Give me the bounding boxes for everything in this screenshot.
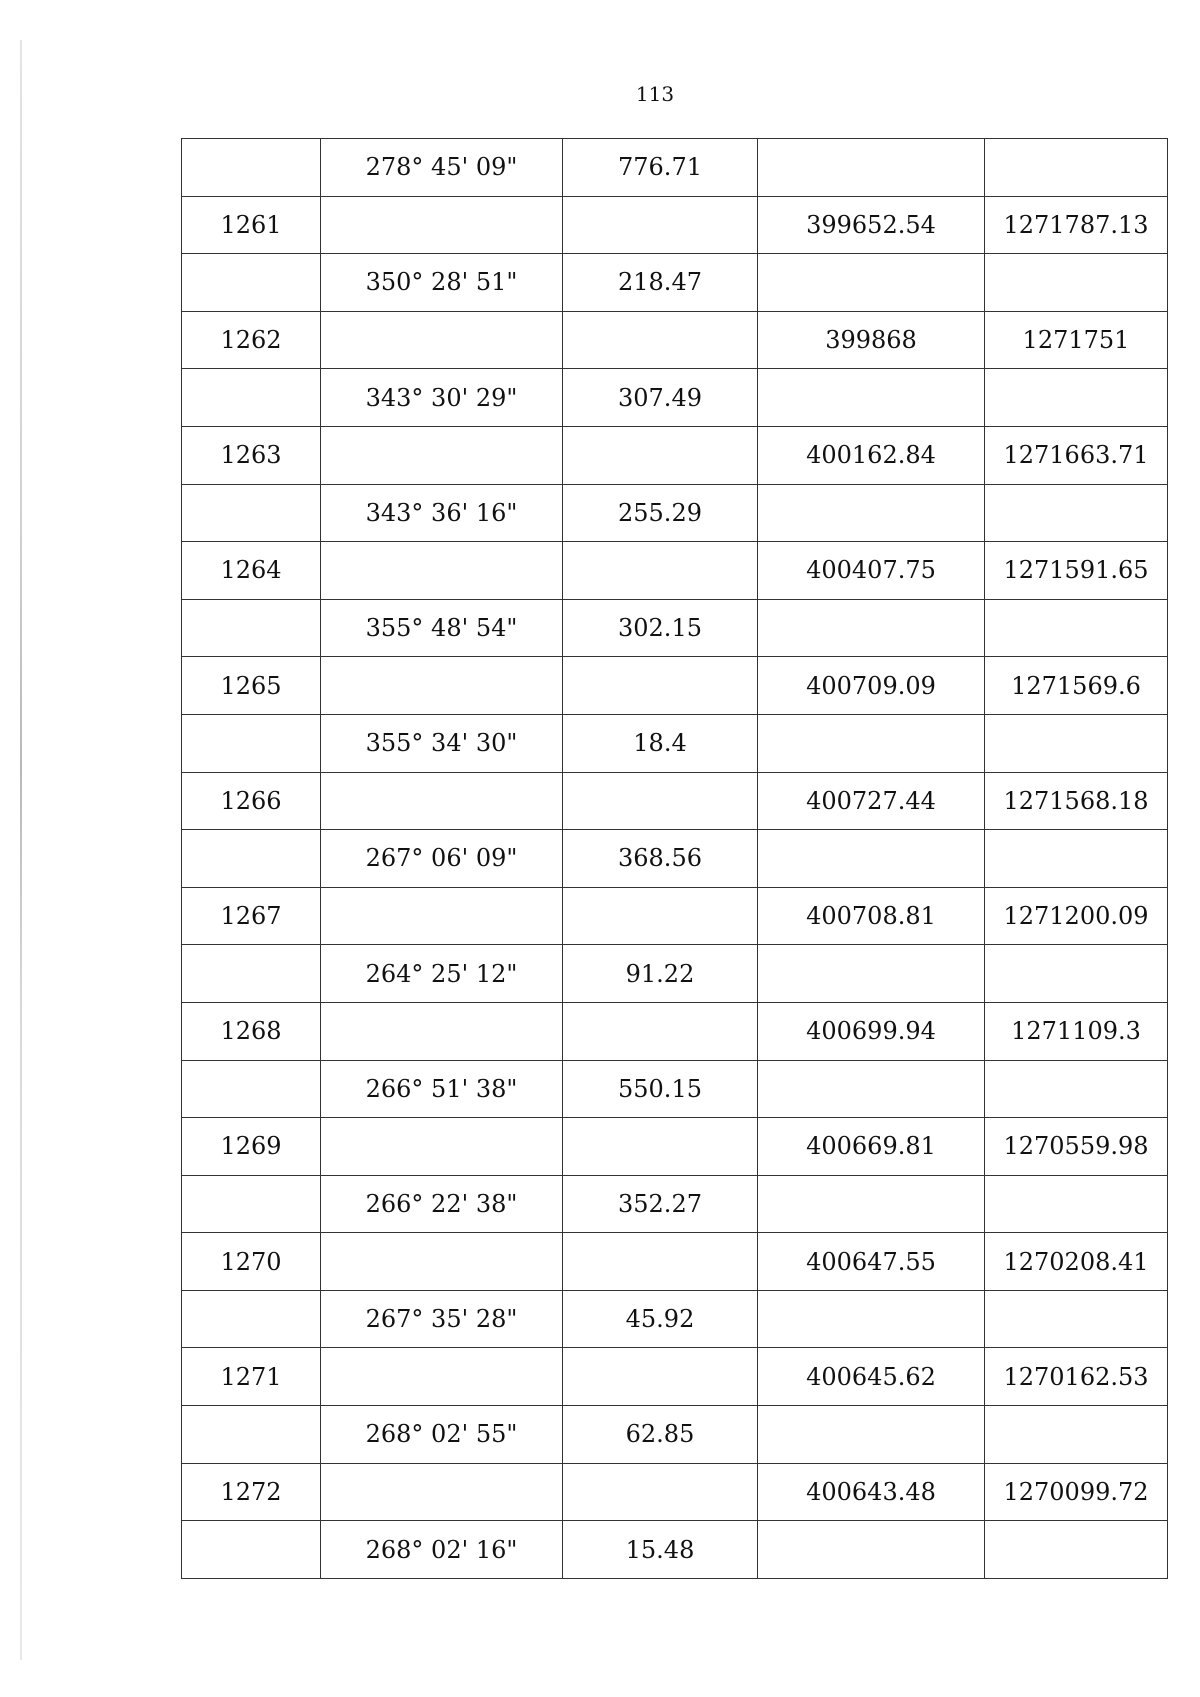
- bearing-cell: [321, 1118, 563, 1176]
- distance-cell: 352.27: [563, 1175, 758, 1233]
- northing-cell: 400162.84: [758, 426, 985, 484]
- station-cell: 1263: [182, 426, 321, 484]
- northing-cell: [758, 369, 985, 427]
- easting-cell: [985, 830, 1168, 888]
- table-row: [182, 254, 1168, 312]
- distance-cell: [563, 1118, 758, 1176]
- easting-cell: 1270099.72: [985, 1463, 1168, 1521]
- table-row: [182, 1290, 1168, 1348]
- easting-cell: [985, 1290, 1168, 1348]
- table-row: [182, 599, 1168, 657]
- station-cell: 1261: [182, 196, 321, 254]
- table-row: [182, 1463, 1168, 1521]
- easting-cell: [985, 254, 1168, 312]
- distance-cell: 776.71: [563, 139, 758, 197]
- easting-cell: 1271109.3: [985, 1002, 1168, 1060]
- easting-cell: [985, 484, 1168, 542]
- station-cell: 1267: [182, 887, 321, 945]
- station-cell: 1270: [182, 1233, 321, 1291]
- distance-cell: 15.48: [563, 1521, 758, 1579]
- bearing-cell: 343° 30' 29": [321, 369, 563, 427]
- distance-cell: [563, 657, 758, 715]
- bearing-cell: [321, 311, 563, 369]
- easting-cell: [985, 1406, 1168, 1464]
- bearing-cell: [321, 1463, 563, 1521]
- station-cell: [182, 714, 321, 772]
- table-row: [182, 1175, 1168, 1233]
- northing-cell: [758, 1175, 985, 1233]
- easting-cell: 1270559.98: [985, 1118, 1168, 1176]
- distance-cell: 218.47: [563, 254, 758, 312]
- northing-cell: [758, 599, 985, 657]
- table-row: [182, 484, 1168, 542]
- northing-cell: [758, 714, 985, 772]
- distance-cell: 255.29: [563, 484, 758, 542]
- station-cell: 1265: [182, 657, 321, 715]
- easting-cell: [985, 1060, 1168, 1118]
- distance-cell: 91.22: [563, 945, 758, 1003]
- station-cell: [182, 254, 321, 312]
- distance-cell: [563, 196, 758, 254]
- table-row: [182, 1118, 1168, 1176]
- bearing-cell: 268° 02' 55": [321, 1406, 563, 1464]
- station-cell: [182, 369, 321, 427]
- bearing-cell: [321, 887, 563, 945]
- station-cell: 1271: [182, 1348, 321, 1406]
- northing-cell: [758, 139, 985, 197]
- bearing-cell: 355° 48' 54": [321, 599, 563, 657]
- easting-cell: 1271663.71: [985, 426, 1168, 484]
- easting-cell: 1271568.18: [985, 772, 1168, 830]
- table-row: [182, 1002, 1168, 1060]
- table-row: [182, 542, 1168, 600]
- easting-cell: [985, 945, 1168, 1003]
- easting-cell: 1271591.65: [985, 542, 1168, 600]
- table-row: [182, 196, 1168, 254]
- bearing-cell: [321, 772, 563, 830]
- distance-cell: [563, 1348, 758, 1406]
- northing-cell: 399652.54: [758, 196, 985, 254]
- easting-cell: [985, 1175, 1168, 1233]
- northing-cell: 400647.55: [758, 1233, 985, 1291]
- station-cell: 1262: [182, 311, 321, 369]
- northing-cell: 400645.62: [758, 1348, 985, 1406]
- table-row: [182, 1521, 1168, 1579]
- table-row: [182, 830, 1168, 888]
- distance-cell: [563, 1233, 758, 1291]
- table-row: [182, 1348, 1168, 1406]
- station-cell: 1272: [182, 1463, 321, 1521]
- table-row: [182, 311, 1168, 369]
- bearing-cell: 267° 35' 28": [321, 1290, 563, 1348]
- northing-cell: 400699.94: [758, 1002, 985, 1060]
- bearing-cell: 268° 02' 16": [321, 1521, 563, 1579]
- northing-cell: [758, 1060, 985, 1118]
- easting-cell: [985, 1521, 1168, 1579]
- distance-cell: [563, 1002, 758, 1060]
- northing-cell: 400643.48: [758, 1463, 985, 1521]
- station-cell: [182, 1406, 321, 1464]
- station-cell: [182, 830, 321, 888]
- station-cell: [182, 139, 321, 197]
- bearing-cell: [321, 542, 563, 600]
- northing-cell: 400709.09: [758, 657, 985, 715]
- easting-cell: 1271569.6: [985, 657, 1168, 715]
- bearing-cell: 267° 06' 09": [321, 830, 563, 888]
- easting-cell: [985, 714, 1168, 772]
- northing-cell: [758, 1406, 985, 1464]
- northing-cell: [758, 484, 985, 542]
- easting-cell: 1271200.09: [985, 887, 1168, 945]
- table-body: [182, 139, 1168, 1579]
- distance-cell: 368.56: [563, 830, 758, 888]
- station-cell: [182, 484, 321, 542]
- bearing-cell: 266° 51' 38": [321, 1060, 563, 1118]
- distance-cell: [563, 772, 758, 830]
- easting-cell: [985, 369, 1168, 427]
- station-cell: 1266: [182, 772, 321, 830]
- table-row: [182, 772, 1168, 830]
- easting-cell: 1271751: [985, 311, 1168, 369]
- bearing-cell: 343° 36' 16": [321, 484, 563, 542]
- table-row: [182, 945, 1168, 1003]
- distance-cell: [563, 1463, 758, 1521]
- station-cell: [182, 945, 321, 1003]
- distance-cell: [563, 887, 758, 945]
- distance-cell: 307.49: [563, 369, 758, 427]
- distance-cell: 302.15: [563, 599, 758, 657]
- northing-cell: [758, 945, 985, 1003]
- table-row: [182, 1406, 1168, 1464]
- table-row: [182, 657, 1168, 715]
- easting-cell: [985, 599, 1168, 657]
- northing-cell: 400669.81: [758, 1118, 985, 1176]
- easting-cell: 1270162.53: [985, 1348, 1168, 1406]
- distance-cell: 45.92: [563, 1290, 758, 1348]
- northing-cell: 400407.75: [758, 542, 985, 600]
- easting-cell: 1271787.13: [985, 196, 1168, 254]
- station-cell: [182, 1521, 321, 1579]
- station-cell: [182, 599, 321, 657]
- bearing-cell: [321, 1002, 563, 1060]
- scan-edge-shadow: [20, 40, 22, 1660]
- northing-cell: [758, 1521, 985, 1579]
- northing-cell: 400727.44: [758, 772, 985, 830]
- bearing-cell: [321, 1348, 563, 1406]
- distance-cell: 18.4: [563, 714, 758, 772]
- table-row: [182, 426, 1168, 484]
- easting-cell: 1270208.41: [985, 1233, 1168, 1291]
- bearing-cell: [321, 196, 563, 254]
- station-cell: [182, 1060, 321, 1118]
- distance-cell: 62.85: [563, 1406, 758, 1464]
- table-row: [182, 1060, 1168, 1118]
- station-cell: 1264: [182, 542, 321, 600]
- bearing-cell: [321, 1233, 563, 1291]
- bearing-cell: 355° 34' 30": [321, 714, 563, 772]
- station-cell: 1269: [182, 1118, 321, 1176]
- northing-cell: [758, 1290, 985, 1348]
- distance-cell: [563, 311, 758, 369]
- distance-cell: [563, 426, 758, 484]
- station-cell: [182, 1175, 321, 1233]
- table-row: [182, 369, 1168, 427]
- bearing-cell: [321, 426, 563, 484]
- table-row: [182, 714, 1168, 772]
- survey-coordinates-table: [181, 138, 1168, 1579]
- bearing-cell: 350° 28' 51": [321, 254, 563, 312]
- bearing-cell: 278° 45' 09": [321, 139, 563, 197]
- northing-cell: [758, 830, 985, 888]
- page-number: 113: [635, 82, 675, 106]
- station-cell: [182, 1290, 321, 1348]
- table-row: [182, 1233, 1168, 1291]
- distance-cell: [563, 542, 758, 600]
- northing-cell: 400708.81: [758, 887, 985, 945]
- bearing-cell: 264° 25' 12": [321, 945, 563, 1003]
- easting-cell: [985, 139, 1168, 197]
- distance-cell: 550.15: [563, 1060, 758, 1118]
- bearing-cell: [321, 657, 563, 715]
- bearing-cell: 266° 22' 38": [321, 1175, 563, 1233]
- northing-cell: 399868: [758, 311, 985, 369]
- northing-cell: [758, 254, 985, 312]
- table-row: [182, 139, 1168, 197]
- station-cell: 1268: [182, 1002, 321, 1060]
- table-row: [182, 887, 1168, 945]
